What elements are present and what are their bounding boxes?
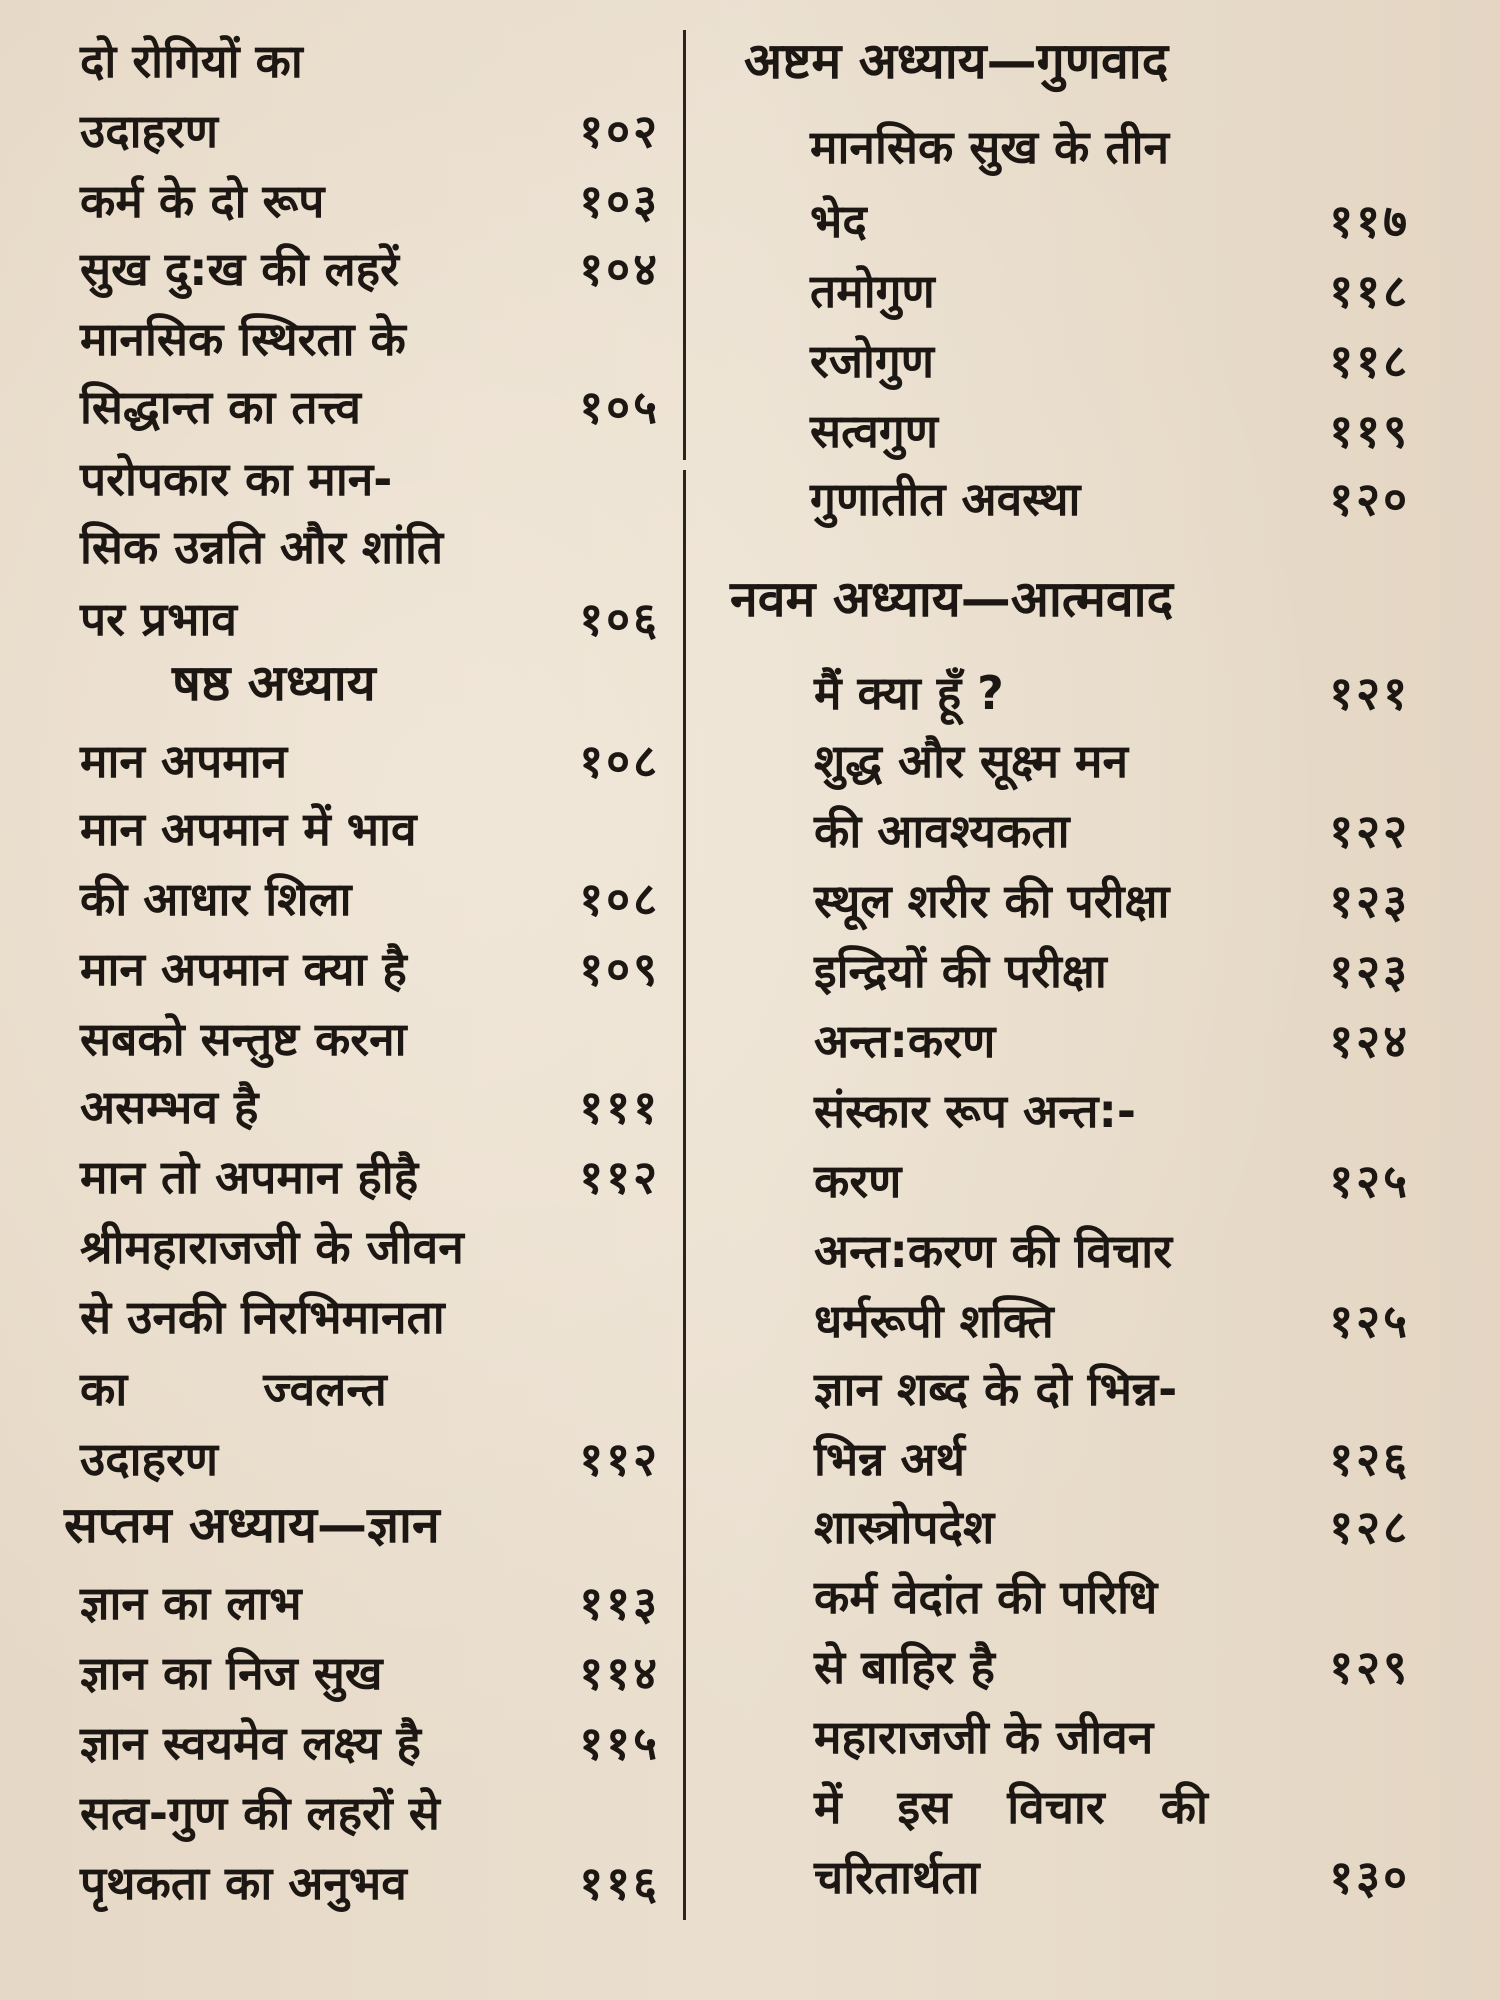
toc-entry [80, 1074, 660, 1140]
entry-page: ११३ [579, 1576, 660, 1630]
chapter-heading [730, 28, 1410, 94]
entry-title: करण [814, 1154, 902, 1208]
entry-page: १०३ [579, 174, 660, 228]
entry-title: सबको सन्तुष्ट करना [80, 1012, 407, 1066]
entry-page: ११५ [579, 1716, 660, 1770]
toc-entry [730, 868, 1410, 934]
entry-title: असम्भव है [80, 1080, 259, 1134]
entry-page: १२९ [1329, 1640, 1410, 1694]
entry-page: १०८ [579, 872, 660, 926]
chapter-heading [80, 650, 660, 716]
entry-title: सुख दु:ख की लहरें [80, 242, 399, 296]
toc-entry [730, 1564, 1410, 1630]
toc-entry [80, 98, 660, 164]
toc-entry [730, 938, 1410, 1004]
entry-page: १२१ [1329, 666, 1410, 720]
entry-title: भेद [810, 194, 867, 248]
entry-title: दो रोगियों का [80, 34, 303, 88]
entry-title: उदाहरण [80, 1432, 219, 1486]
entry-title: से बाहिर है [814, 1640, 995, 1694]
chapter-title: नवम अध्याय—आत्मवाद [730, 570, 1174, 628]
toc-entry [80, 1710, 660, 1776]
entry-title: मान अपमान [80, 734, 288, 788]
entry-title: ज्ञान स्वयमेव लक्ष्य है [80, 1716, 421, 1770]
toc-entry [730, 660, 1410, 726]
entry-title: कर्म के दो रूप [80, 174, 325, 228]
toc-entry [80, 514, 660, 580]
entry-title: भिन्न अर्थ [814, 1432, 966, 1486]
toc-entry [80, 1850, 660, 1916]
toc-entry [730, 1426, 1410, 1492]
entry-title: मान अपमान में भाव [80, 802, 417, 856]
entry-page: ११४ [579, 1646, 660, 1700]
entry-title: में इस विचार की [814, 1780, 1208, 1834]
entry-title: ज्ञान शब्द के दो भिन्न- [814, 1362, 1178, 1416]
entry-page: १२२ [1329, 804, 1410, 858]
toc-entry [80, 936, 660, 1002]
toc-entry [730, 1218, 1410, 1284]
entry-title: सत्वगुण [810, 404, 939, 458]
entry-title: रजोगुण [810, 334, 935, 388]
entry-title: की आधार शिला [80, 872, 352, 926]
toc-entry [80, 1006, 660, 1072]
toc-entry [730, 328, 1410, 394]
entry-page: ११८ [1329, 264, 1410, 318]
toc-entry [80, 1780, 660, 1846]
entry-title: पृथकता का अनुभव [80, 1856, 407, 1910]
entry-title: महाराजजी के जीवन [814, 1710, 1154, 1764]
toc-entry [80, 306, 660, 372]
toc-entry [80, 1144, 660, 1210]
toc-entry [80, 796, 660, 862]
toc-entry [730, 466, 1410, 532]
entry-title: चरितार्थता [814, 1850, 980, 1904]
toc-entry [80, 374, 660, 440]
toc-entry [730, 188, 1410, 254]
entry-title: सत्व-गुण की लहरों से [80, 1786, 440, 1840]
toc-entry [730, 1078, 1410, 1144]
entry-page: ११२ [579, 1150, 660, 1204]
entry-title: गुणातीत अवस्था [810, 472, 1081, 526]
entry-title: मान तो अपमान हीहै [80, 1150, 419, 1204]
entry-page: १०४ [579, 242, 660, 296]
toc-entry [730, 728, 1410, 794]
toc-entry [80, 1640, 660, 1706]
column-divider-top [683, 30, 686, 460]
chapter-heading [730, 566, 1410, 632]
entry-title: श्रीमहाराजजी के जीवन [80, 1220, 464, 1274]
toc-entry [80, 1284, 660, 1350]
entry-page: १२४ [1329, 1014, 1410, 1068]
entry-title: पर प्रभाव [80, 592, 237, 646]
toc-entry [730, 1148, 1410, 1214]
entry-title: संस्कार रूप अन्त:- [814, 1084, 1136, 1138]
entry-title: स्थूल शरीर की परीक्षा [814, 874, 1170, 928]
toc-entry [730, 798, 1410, 864]
entry-title: तमोगुण [810, 264, 935, 318]
entry-title: ज्ञान का लाभ [80, 1576, 302, 1630]
entry-page: ११८ [1329, 334, 1410, 388]
entry-title: की आवश्यकता [814, 804, 1070, 858]
entry-title: उदाहरण [80, 104, 219, 158]
entry-page: ११९ [1329, 404, 1410, 458]
entry-page: १३० [1329, 1850, 1410, 1904]
entry-page: १०२ [579, 104, 660, 158]
toc-entry [730, 258, 1410, 324]
toc-entry [730, 1704, 1410, 1770]
column-divider-bottom [683, 470, 686, 1920]
entry-page: १०८ [579, 734, 660, 788]
toc-entry [80, 866, 660, 932]
entry-title: सिक उन्नति और शांति [80, 520, 444, 574]
entry-title: से उनकी निरभिमानता [80, 1290, 445, 1344]
entry-page: ११२ [579, 1432, 660, 1486]
chapter-title: षष्ठ अध्याय [172, 654, 376, 712]
entry-title: मान अपमान क्या है [80, 942, 407, 996]
toc-entry [730, 1494, 1410, 1560]
entry-page: १२३ [1329, 944, 1410, 998]
toc-entry [730, 398, 1410, 464]
entry-title: अन्त:करण [814, 1014, 996, 1068]
entry-title: मानसिक स्थिरता के [80, 312, 406, 366]
entry-page: ११७ [1329, 194, 1410, 248]
entry-page: १०६ [579, 592, 660, 646]
toc-entry [80, 1214, 660, 1280]
entry-title: मैं क्या हूँ ? [814, 666, 1004, 720]
entry-title: शास्त्रोपदेश [814, 1500, 995, 1554]
entry-page: १२० [1329, 472, 1410, 526]
toc-entry [730, 114, 1410, 180]
entry-page: १०९ [579, 942, 660, 996]
toc-entry [80, 586, 660, 652]
entry-title: ज्ञान का निज सुख [80, 1646, 383, 1700]
toc-entry [80, 446, 660, 512]
entry-page: १२५ [1329, 1294, 1410, 1348]
entry-title: परोपकार का मान- [80, 452, 393, 506]
entry-title: सिद्धान्त का तत्त्व [80, 380, 361, 434]
entry-title: इन्द्रियों की परीक्षा [814, 944, 1107, 998]
entry-page: १२८ [1329, 1500, 1410, 1554]
toc-entry [730, 1774, 1410, 1840]
toc-entry [80, 28, 660, 94]
entry-title: धर्मरूपी शक्ति [814, 1294, 1054, 1348]
toc-entry [730, 1008, 1410, 1074]
entry-page: १२६ [1329, 1432, 1410, 1486]
entry-page: १०५ [579, 380, 660, 434]
chapter-title: अष्टम अध्याय—गुणवाद [744, 32, 1169, 90]
entry-title: मानसिक सुख के तीन [810, 120, 1170, 174]
entry-title: शुद्ध और सूक्ष्म मन [814, 734, 1129, 788]
toc-entry [80, 168, 660, 234]
toc-entry [80, 1356, 660, 1422]
toc-entry [80, 1426, 660, 1492]
chapter-heading [64, 1492, 660, 1558]
toc-entry [730, 1288, 1410, 1354]
entry-page: १२३ [1329, 874, 1410, 928]
chapter-title: सप्तम अध्याय—ज्ञान [64, 1496, 440, 1554]
toc-entry [730, 1844, 1410, 1910]
entry-page: १२५ [1329, 1154, 1410, 1208]
toc-entry [80, 236, 660, 302]
entry-page: ११६ [579, 1856, 660, 1910]
entry-page: १११ [579, 1080, 660, 1134]
entry-title: का ज्वलन्त [80, 1362, 387, 1416]
toc-entry [80, 1570, 660, 1636]
toc-entry [730, 1634, 1410, 1700]
entry-title: अन्त:करण की विचार [814, 1224, 1173, 1278]
toc-entry [80, 728, 660, 794]
entry-title: कर्म वेदांत की परिधि [814, 1570, 1158, 1624]
toc-entry [730, 1356, 1410, 1422]
